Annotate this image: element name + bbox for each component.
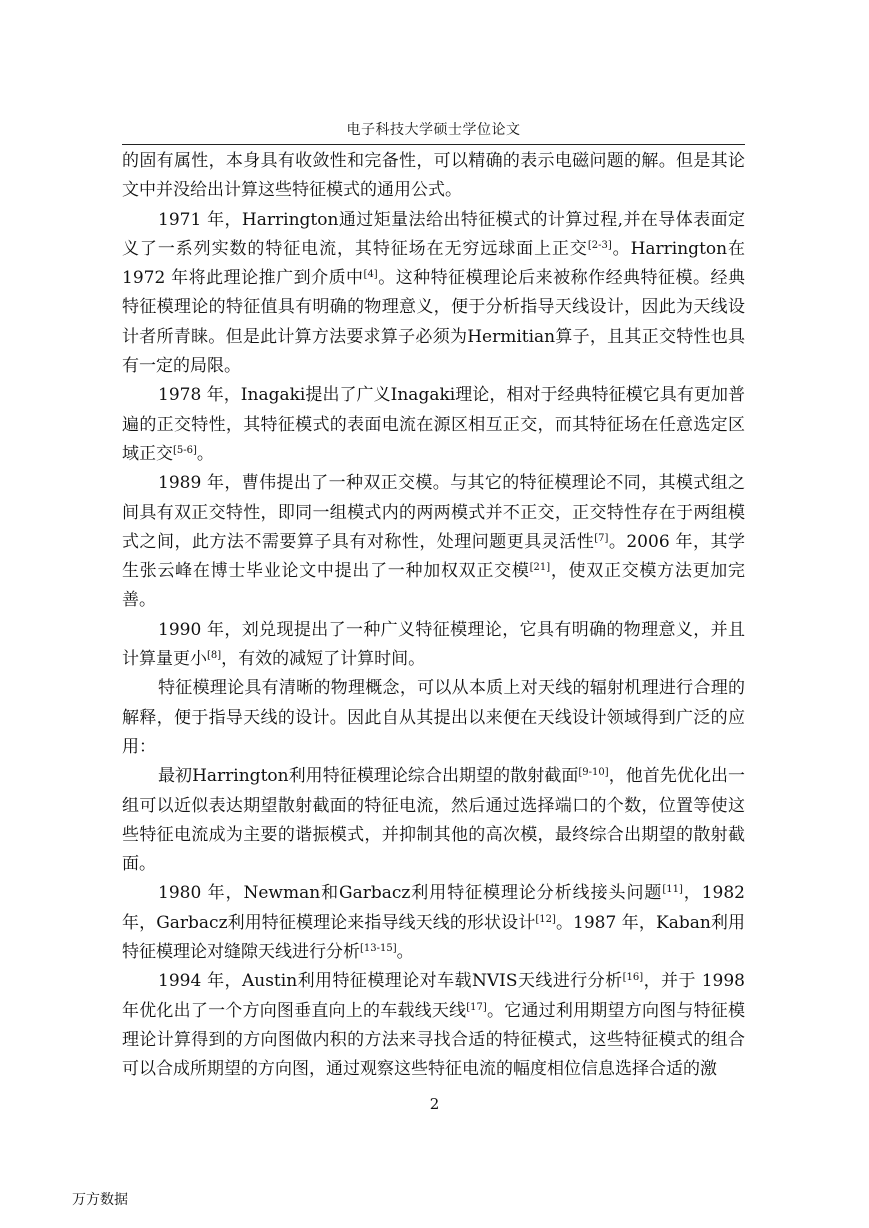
citation-ref: [7] (594, 532, 609, 544)
text-run: ，1982 年，Garbacz利用特征模理论来指导线天线的形状设计 (122, 883, 746, 933)
text-run: 。这种特征模理论后来被称作经典特征模。经典特征模理论的特征值具有明确的物理意义，便于分析指导天线设计，因此为天线设计者所青睐。但是此计算方法要求算子必须为Hermitian算子，且其正交特性也具有一定的局限。 (122, 268, 745, 377)
citation-ref: [11] (662, 884, 683, 896)
watermark-text: 万方数据 (72, 1192, 128, 1208)
paragraph (122, 147, 745, 206)
header-rule (122, 144, 745, 145)
citation-ref: [16] (622, 972, 644, 984)
text-run: 。2006 年，其学生张云峰在博士毕业论文中提出了一种加权双正交模 (122, 531, 745, 582)
text-run: ，并于 1998 年优化出了一个方向图垂直向上的车载线天线 (122, 971, 745, 1021)
paragraph (122, 616, 745, 675)
citation-ref: [5-6] (173, 444, 197, 456)
page-number: 2 (429, 1095, 440, 1113)
text-run: 1989 年，曹伟提出了一种双正交模。与其它的特征模理论不同，其模式组之间具有双正交特性，即同一组模式内的两两模式并不正交，正交特性存在于两组模式之间，此方法不需要算子具有对称性，处理问题更具灵活性 (122, 473, 745, 552)
body-text (122, 147, 745, 1085)
text-run: 的固有属性，本身具有收敛性和完备性，可以精确的表示电磁问题的解。但是其论文中并没给出计算这些特征模式的通用公式。 (122, 151, 745, 201)
text-run: 特征模理论具有清晰的物理概念，可以从本质上对天线的辐射机理进行合理的解释，便于指导天线的设计。因此自从其提出以来便在天线设计领域得到广泛的应用： (122, 678, 745, 757)
text-run: ，他首先优化出一组可以近似表达期望散射截面的特征电流，然后通过选择端口的个数，位置等使这些特征电流成为主要的谐振模式，并抑制其他的高次模，最终综合出期望的散射截面。 (122, 766, 746, 875)
citation-ref: [12] (535, 913, 556, 925)
text-run: 1971 年，Harrington通过矩量法给出特征模式的计算过程,并在导体表面定义了一系列实数的特征电流，其特征场在无穷远球面上正交 (122, 209, 745, 259)
citation-ref: [4] (363, 269, 378, 281)
text-run: 最初Harrington利用特征模理论综合出期望的散射截面 (158, 766, 579, 787)
text-run: 1990 年，刘兑现提出了一种广义特征模理论，它具有明确的物理意义，并且计算量更小 (122, 619, 745, 670)
paragraph (122, 762, 745, 879)
citation-ref: [8] (207, 650, 222, 662)
paragraph (122, 967, 745, 1084)
text-run: 。Harrington在 1972 年将此理论推广到介质中 (122, 238, 745, 289)
paragraph (122, 469, 745, 615)
citation-ref: [2-3] (587, 239, 612, 251)
text-run: 1978 年，Inagaki提出了广义Inagaki理论，相对于经典特征模它具有更加普遍的正交特性，其特征模式的表面电流在源区相互正交，而其特征场在任意选定区域正交 (122, 385, 745, 464)
text-run: 。 (196, 443, 214, 464)
text-run: 。1987 年，Kaban利用特征模理论对缝隙天线进行分析 (122, 912, 745, 963)
running-header: 电子科技大学硕士学位论文 (346, 122, 521, 138)
text-run: 。 (396, 942, 414, 963)
paragraph (122, 381, 745, 469)
citation-ref: [9-10] (578, 767, 609, 779)
paragraph (122, 879, 745, 967)
text-run: ，有效的减短了计算时间。 (221, 649, 426, 670)
citation-ref: [13-15] (360, 943, 397, 955)
paragraph (122, 206, 745, 382)
text-run: 1994 年，Austin利用特征模理论对车载NVIS天线进行分析 (158, 971, 623, 992)
citation-ref: [17] (466, 1001, 487, 1013)
text-run: 。它通过利用期望方向图与特征模理论计算得到的方向图做内积的方法来寻找合适的特征模式，这些特征模式的组合可以合成所期望的方向图，通过观察这些特征电流的幅度相位信息选择合适的激 (122, 1000, 746, 1080)
text-run: 1980 年，Newman和Garbacz利用特征模理论分析线接头问题 (158, 883, 663, 904)
text-run: ，使双正交模方法更加完善。 (122, 561, 746, 611)
citation-ref: [21] (529, 562, 551, 574)
paragraph (122, 674, 745, 762)
